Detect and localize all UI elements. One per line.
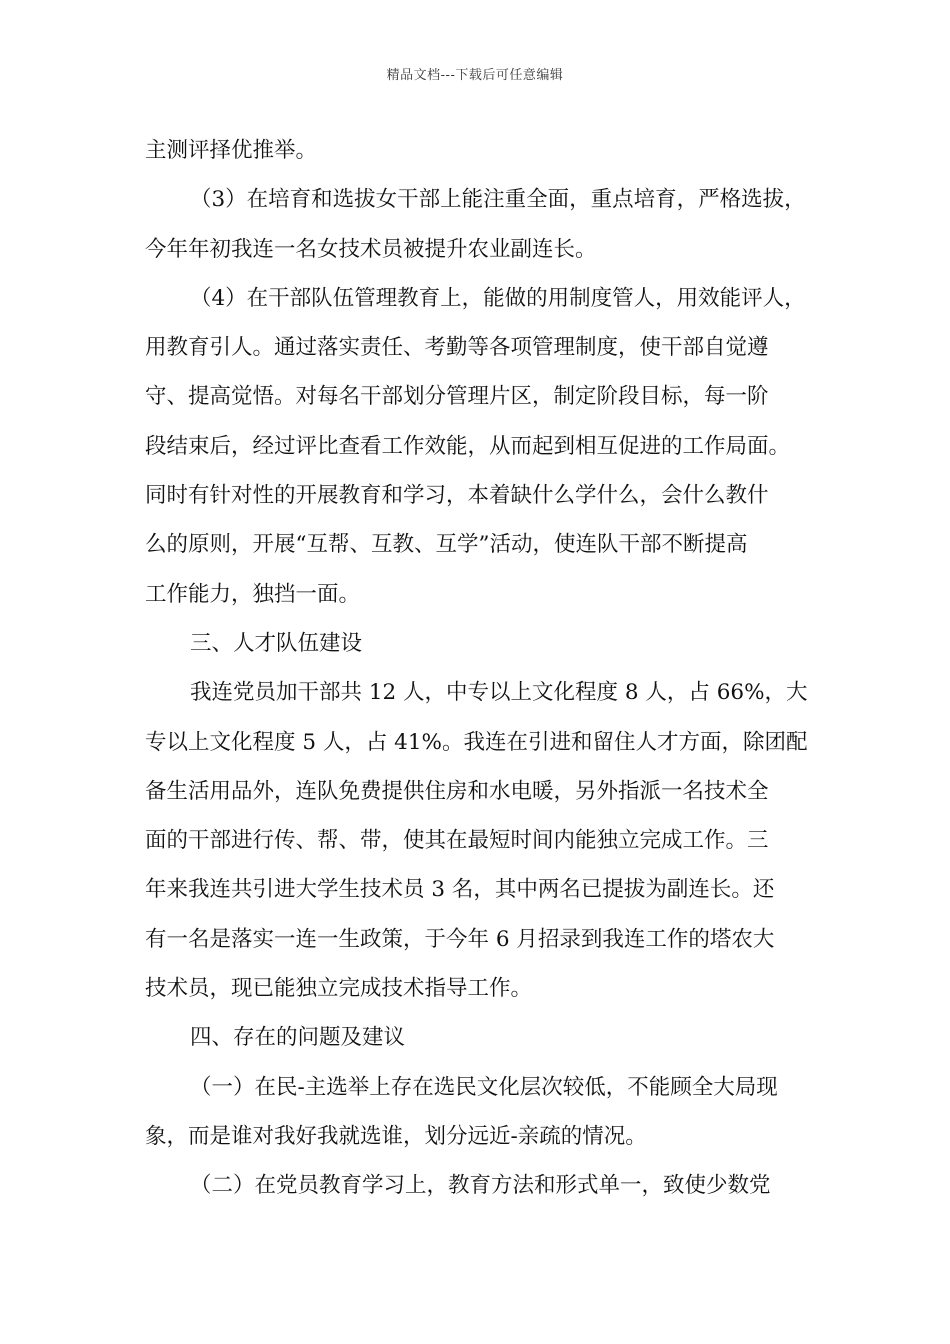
text-line: 用教育引人。通过落实责任、考勤等各项管理制度，使干部自觉遵 xyxy=(145,335,769,361)
text-line: 我连党员加干部共 12 人，中专以上文化程度 8 人，占 66%，大 xyxy=(190,680,808,706)
text-line: 工作能力，独挡一面。 xyxy=(145,581,361,607)
text-line: （4）在干部队伍管理教育上，能做的用制度管人，用效能评人， xyxy=(190,285,806,311)
text-line: （3）在培育和选拔女干部上能注重全面，重点培育，严格选拔， xyxy=(190,187,806,213)
text-line: 么的原则，开展“互帮、互教、互学”活动，使连队干部不断提高 xyxy=(145,532,748,558)
text-line: 段结束后，经过评比查看工作效能，从而起到相互促进的工作局面。 xyxy=(145,433,791,459)
text-line: （二）在党员教育学习上，教育方法和形式单一，致使少数党 xyxy=(190,1173,771,1199)
document-body xyxy=(145,126,825,1211)
text-line: 备生活用品外，连队免费提供住房和水电暖，另外指派一名技术全 xyxy=(145,778,769,804)
text-line: 有一名是落实一连一生政策，于今年 6 月招录到我连工作的塔农大 xyxy=(145,926,775,952)
section-heading: 四、存在的问题及建议 xyxy=(190,1025,406,1051)
section-heading: 三、人才队伍建设 xyxy=(190,630,363,656)
text-line: 守、提高觉悟。对每名干部划分管理片区，制定阶段目标，每一阶 xyxy=(145,384,769,410)
text-line: 主测评择优推举。 xyxy=(145,138,318,163)
text-line: 专以上文化程度 5 人，占 41%。我连在引进和留住人才方面，除团配 xyxy=(145,729,808,755)
text-line: 今年年初我连一名女技术员被提升农业副连长。 xyxy=(145,236,597,262)
text-line: 年来我连共引进大学生技术员 3 名，其中两名已提拔为副连长。还 xyxy=(145,877,775,903)
page-header: 精品文档---下载后可任意编辑 xyxy=(386,68,564,83)
text-line: 同时有针对性的开展教育和学习，本着缺什么学什么，会什么教什 xyxy=(145,483,769,509)
text-line: 象，而是谁对我好我就选谁，划分远近-亲疏的情况。 xyxy=(145,1123,647,1149)
text-line: 技术员，现已能独立完成技术指导工作。 xyxy=(145,976,533,1002)
text-line: 面的干部进行传、帮、带，使其在最短时间内能独立完成工作。三 xyxy=(145,828,769,854)
text-line: （一）在民-主选举上存在选民文化层次较低，不能顾全大局现 xyxy=(190,1074,778,1100)
